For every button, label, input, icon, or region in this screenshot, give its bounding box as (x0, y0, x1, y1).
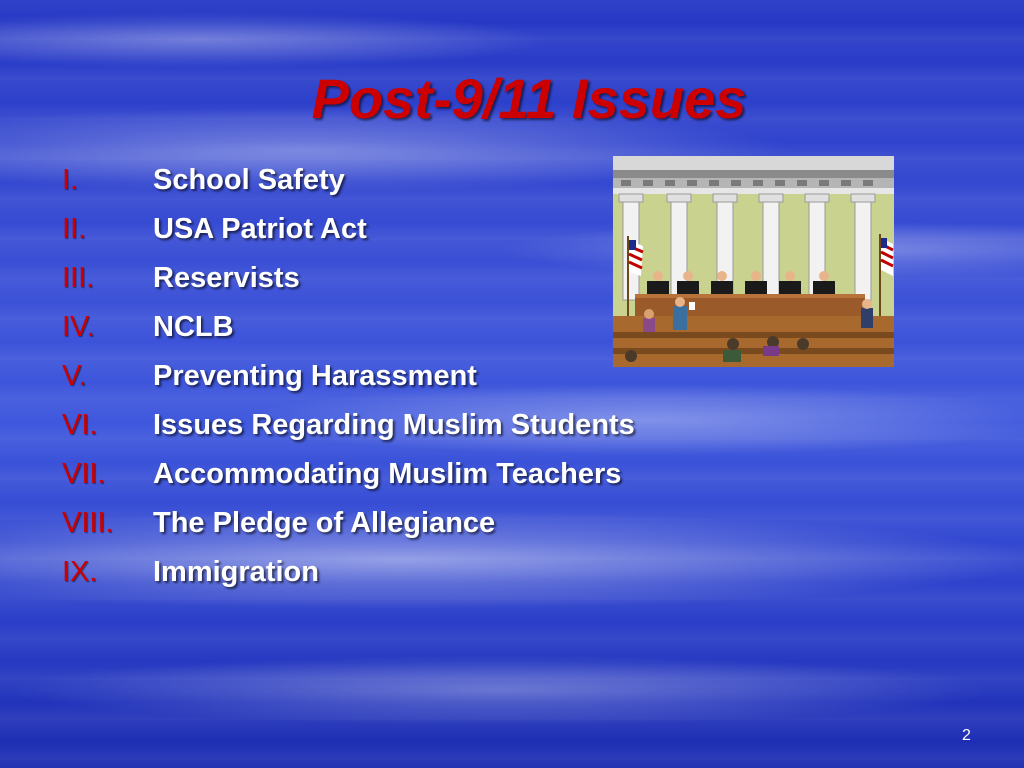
item-number: V. (62, 360, 87, 392)
item-label: NCLB (153, 311, 234, 343)
slide-title: Post-9/11 Issues (311, 67, 747, 130)
item-label: Immigration (153, 556, 319, 588)
item-number: VIII. (62, 507, 114, 539)
courtroom-illustration (613, 156, 894, 367)
item-number: VI. (62, 409, 98, 441)
item-number: IX. (62, 556, 98, 588)
item-number: III. (62, 262, 95, 294)
item-label: Accommodating Muslim Teachers (153, 458, 622, 490)
item-label: The Pledge of Allegiance (153, 507, 496, 539)
item-number: I. (62, 164, 79, 196)
item-number: IV. (62, 311, 95, 343)
courtroom-clipart (613, 156, 894, 367)
page-number: 2 (962, 727, 971, 744)
item-label: School Safety (153, 164, 345, 196)
item-label: Reservists (153, 262, 300, 294)
item-label: Preventing Harassment (153, 360, 477, 392)
item-number: II. (62, 213, 87, 245)
item-number: VII. (62, 458, 106, 490)
item-label: Issues Regarding Muslim Students (153, 409, 635, 441)
item-label: USA Patriot Act (153, 213, 367, 245)
